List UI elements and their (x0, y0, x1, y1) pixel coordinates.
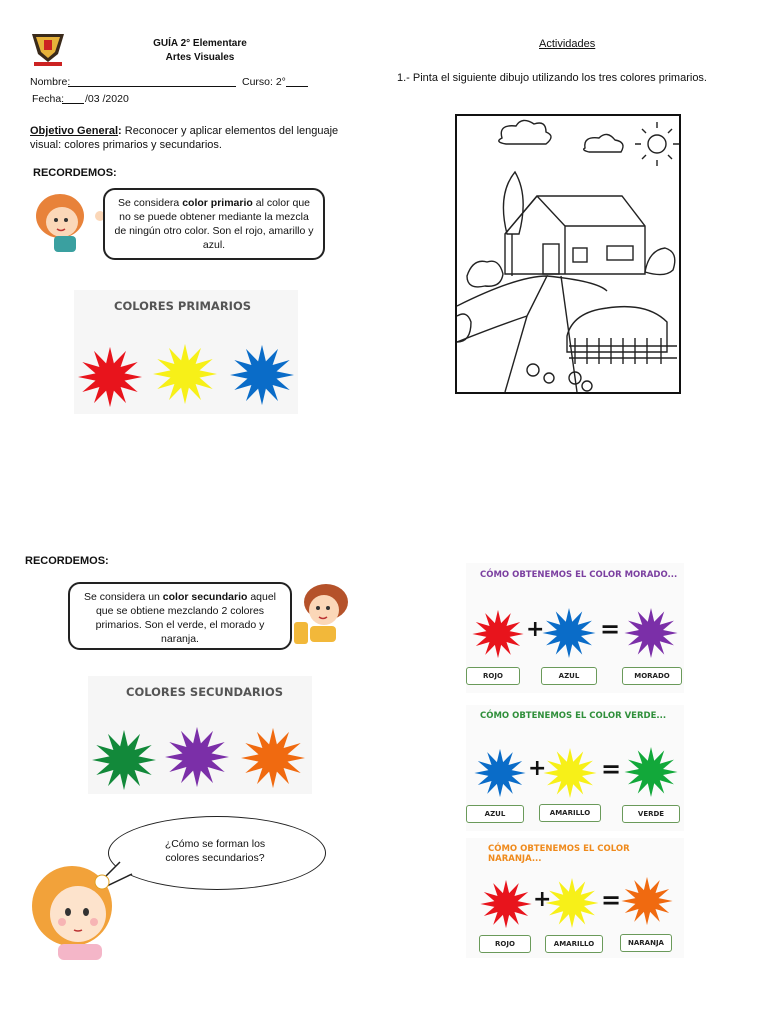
girl-thinking-illustration (28, 860, 128, 960)
mix1-label-result: MORADO (622, 667, 682, 685)
activities-title: Actividades (539, 38, 596, 50)
subject-title: Artes Visuales (165, 52, 235, 63)
mix1-star-result (622, 604, 680, 662)
star-red (75, 344, 145, 410)
equals-icon: = (601, 886, 622, 914)
plus-icon: + (526, 617, 545, 642)
activities-instruction: 1.- Pinta el siguiente dibujo utilizando los tres colores primarios. (397, 72, 707, 84)
bubble2-term: color secundario (162, 591, 248, 603)
mix3-star-result (619, 873, 675, 929)
mix2-label-a: AZUL (466, 805, 524, 823)
objective-text: Reconocer y aplicar elementos del lenguaje visual: colores primarios y secundarios. (30, 125, 339, 151)
mix2-label-b: AMARILLO (539, 804, 601, 822)
primary-colors-title: COLORES PRIMARIOS (114, 299, 252, 313)
date-value: /03 /2020 (85, 93, 129, 105)
section1-heading: RECORDEMOS: (33, 167, 117, 179)
mix-green-title: CÓMO OBTENEMOS EL COLOR VERDE... (480, 711, 667, 721)
mix3-star-a (478, 876, 534, 932)
bubble1-term: color primario (182, 197, 253, 209)
bubble1-text-pre: Se considera (117, 197, 183, 209)
mix1-label-a: ROJO (466, 667, 520, 685)
mix3-label-b: AMARILLO (545, 935, 603, 953)
primary-color-bubble (103, 188, 325, 260)
boy-illustration (288, 578, 358, 648)
mix3-star-b (543, 874, 601, 932)
mix2-label-result: VERDE (622, 805, 680, 823)
mix3-label-a: ROJO (479, 935, 531, 953)
secondary-color-bubble (68, 582, 292, 650)
objective-label: Objetivo General (30, 125, 119, 137)
mix2-star-b (541, 744, 599, 802)
mix2-star-a (472, 745, 528, 801)
date-label: Fecha: (32, 93, 65, 105)
mix3-label-result: NARANJA (620, 934, 672, 952)
secondary-colors-title: COLORES SECUNDARIOS (126, 685, 284, 699)
course-label: Curso: 2° (242, 76, 286, 88)
course-line (286, 86, 308, 87)
mix2-star-result (622, 743, 680, 801)
mix1-star-a (470, 606, 526, 662)
star-blue (227, 342, 297, 408)
school-logo (28, 28, 68, 68)
plus-icon: + (528, 756, 547, 781)
section2-heading: RECORDEMOS: (25, 555, 109, 567)
guide-title: GUÍA 2° Elementare (153, 38, 247, 49)
mix1-label-b: AZUL (541, 667, 597, 685)
girl-illustration (30, 186, 108, 256)
bubble2-text-post: aquel que se obtiene mezclando 2 colores primarios. Son el verde, el morado y naranja. (95, 591, 277, 645)
star-orange (238, 725, 308, 791)
bubble1-text-post: al color que no se puede obtener mediante la mezcla de ningún otro color. Son el rojo, amarillo y azul. (114, 197, 314, 251)
house-drawing (455, 114, 681, 394)
bubble2-text-pre: Se considera un (83, 591, 163, 603)
name-field (30, 75, 70, 89)
name-label: Nombre: (30, 76, 71, 88)
objective: Objetivo General: Reconocer y aplicar elementos del lenguaje visual: colores primarios y secundarios. (30, 125, 339, 151)
star-purple (162, 724, 232, 790)
name-line (68, 86, 236, 87)
mix-orange-title: CÓMO OBTENEMOS EL COLOR NARANJA... (488, 844, 630, 864)
mix1-star-b (540, 604, 598, 662)
equals-icon: = (600, 615, 621, 643)
mix-purple-title: CÓMO OBTENEMOS EL COLOR MORADO... (480, 570, 678, 580)
equals-icon: = (601, 755, 622, 783)
star-yellow (150, 341, 220, 407)
plus-icon: + (533, 887, 552, 912)
school-crest-icon (28, 28, 68, 68)
question-text: ¿Cómo se forman los colores secundarios? (164, 838, 266, 864)
star-green (89, 727, 159, 793)
date-line (62, 103, 84, 104)
